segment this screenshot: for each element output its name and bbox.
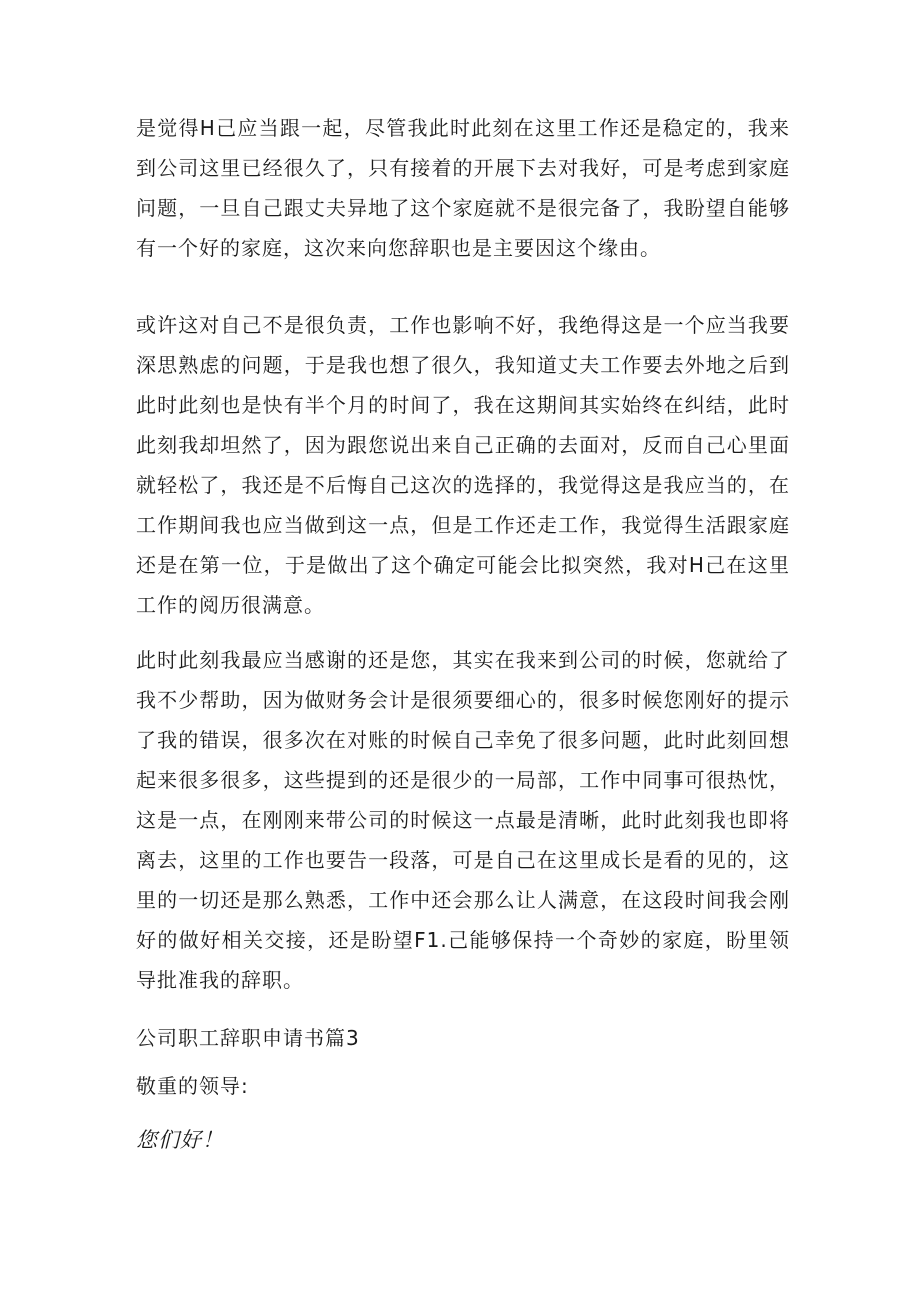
- body-paragraph-1: 是觉得H己应当跟一起，尽管我此时此刻在这里工作还是稳定的，我来到公司这里已经很久了，只有接着的开展下去对我好，可是考虑到家庭问题，一旦自己跟丈夫异地了这个家庭就不是很完备了，我盼望自能够有一个好的家庭，这次来向您辞职也是主要因这个缘由。: [136, 116, 790, 260]
- salutation: 敬重的领导:: [136, 1074, 249, 1098]
- body-paragraph-2: 或许这对自己不是很负责，工作也影响不好，我绝得这是一个应当我要深思熟虑的问题，于是我也想了很久，我知道丈夫工作要去外地之后到此时此刻也是快有半个月的时间了，我在这期间其实始终在纠结，此时此刻我却坦然了，因为跟您说出来自己正确的去面对，反而自己心里面就轻松了，我还是不后悔自己这次的选择的，我觉得这是我应当的，在工作期间我也应当做到这一点，但是工作还走工作，我觉得生活跟家庭还是在第一位，于是做出了这个确定可能会比拟突然，我对H己在这里工作的阅历很满意。: [136, 313, 790, 617]
- section-heading: 公司职工辞职申请书篇3: [136, 1026, 360, 1050]
- greeting: 您们好！: [136, 1128, 224, 1152]
- body-paragraph-3: 此时此刻我最应当感谢的还是您，其实在我来到公司的时候，您就给了我不少帮助，因为做财务会计是很须要细心的，很多时候您刚好的提示了我的错误，很多次在对账的时候自己幸免了很多问题，此时此刻回想起来很多很多，这些提到的还是很少的一局部，工作中同事可很热忱，这是一点，在刚刚来带公司的时候这一点最是清晰，此时此刻我也即将离去，这里的工作也要告一段落，可是自己在这里成长是看的见的，这里的一切还是那么熟悉，工作中还会那么让人满意，在这段时间我会刚好的做好相关交接，还是盼望F1.己能够保持一个奇妙的家庭，盼里领导批准我的辞职。: [136, 648, 790, 992]
